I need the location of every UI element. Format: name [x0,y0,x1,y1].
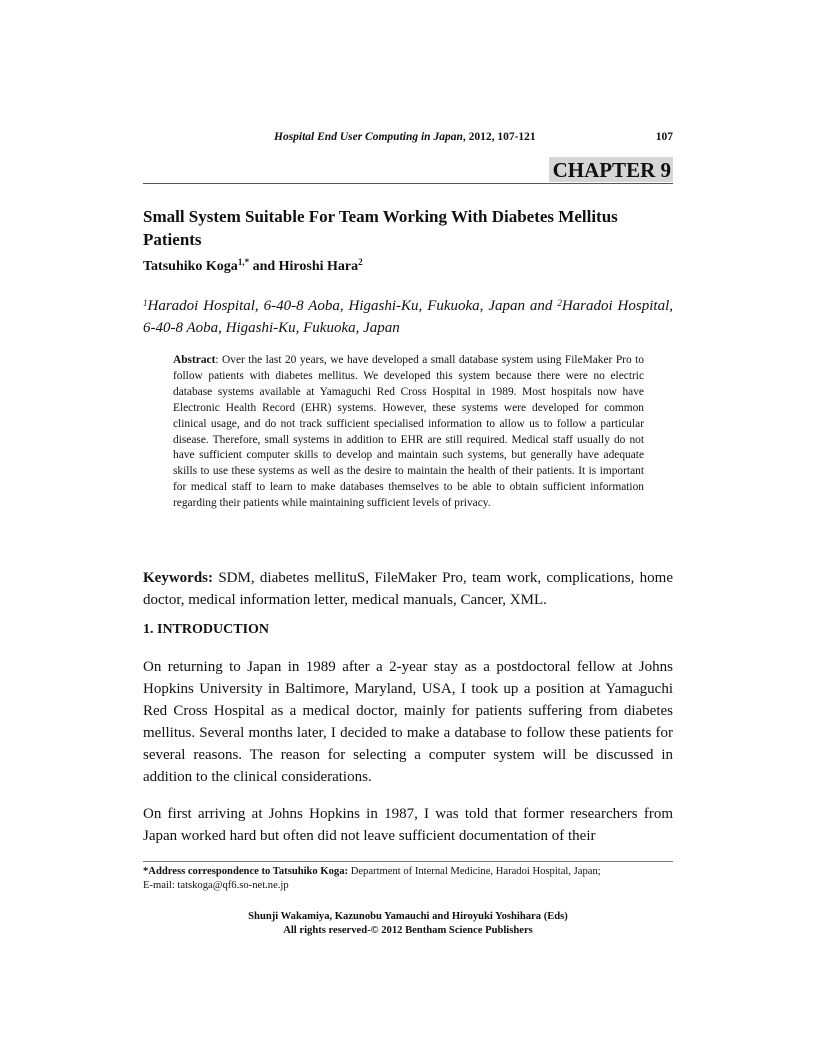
chapter-label: CHAPTER 9 [549,157,673,182]
footnote-rule [143,861,673,862]
publisher-rights: All rights reserved-© 2012 Bentham Science Publishers [283,924,533,936]
running-head [143,131,673,149]
affiliation-sup-2: 2 [557,298,562,308]
footnote-text: Department of Internal Medicine, Haradoi Hospital, Japan; [348,866,601,877]
affiliation-sup-1: 1 [143,298,148,308]
chapter-rule [143,183,673,184]
page-number: 107 [655,131,673,143]
author-2-sup: 2 [358,257,363,267]
chapter-banner [143,157,673,183]
publisher-editors: Shunji Wakamiya, Kazunobu Yamauchi and Hiroyuki Yoshihara (Eds) [248,911,568,922]
abstract [173,353,644,512]
publisher-info [143,910,673,937]
author-line [143,259,673,275]
journal-citation: , 2012, 107-121 [462,131,536,143]
footnote-label: *Address correspondence to Tatsuhiko Koga: [143,866,349,877]
affiliation [143,295,673,339]
abstract-label: Abstract [173,354,216,366]
section-heading: 1. INTRODUCTION [143,622,270,637]
body-paragraph-2: On first arriving at Johns Hopkins in 1987, I was told that former researchers from Japan worked hard but often did not leave sufficient documentation of their [143,806,673,844]
keywords-text: SDM, diabetes mellituS, FileMaker Pro, team work, complications, home doctor, medical information letter, medical manuals, Cancer, XML. [143,570,673,608]
journal-title: Hospital End User Computing in Japan [274,131,463,143]
footnote [143,865,683,892]
author-joiner: and [249,259,279,274]
author-2: Hiroshi Hara [278,259,359,274]
body-paragraph-1: On returning to Japan in 1989 after a 2-year stay as a postdoctoral fellow at Johns Hopkins University in Baltimore, Maryland, USA, I took up a position at Yamaguchi Red Cross Hospital as a medical doctor, mainly for patients suffering from diabetes mellitus. Several months later, I decided to make a database to follow these patients for several reasons. The reason for selecting a computer system will be discussed in addition to the clinical considerations. [143,659,673,785]
author-1: Tatsuhiko Koga [143,259,238,274]
affiliation-text-1: Haradoi Hospital, 6-40-8 Aoba, Higashi-Ku, Fukuoka, Japan and [147,298,558,314]
affiliation-text-2: Haradoi Hospital, 6-40-8 Aoba, Higashi-Ku, Fukuoka, Japan [143,298,673,336]
paper-title: Small System Suitable For Team Working With Diabetes Mellitus Patients [143,207,618,249]
keywords [143,567,673,611]
footnote-email: E-mail: tatskoga@qf6.so-net.ne.jp [143,879,289,891]
abstract-text: : Over the last 20 years, we have developed a small database system using FileMaker Pro to follow patients with diabetes mellitus. We developed this system because there were no electric database systems available at Yamaguchi Red Cross Hospital in 1989. Most hospitals now have Electronic Health Record (EHR) systems. However, these systems were developed for common clinical usage, and do not track sufficient specialised information to allow us to follow a particular disease. Therefore, small systems in addition to EHR are still required. Medical staff usually do not have sufficient computer skills to develop and maintain such systems, but generally have adequate skills to use these systems as well as the desire to maintain the health of their patients. It is important for medical staff to learn to make databases themselves to be able to obtain sufficient information regarding their patients while maintaining sufficient levels of privacy. [173,354,644,510]
keywords-label: Keywords: [143,570,213,586]
author-1-sup: 1,* [237,257,250,267]
running-head-journal [274,131,536,143]
